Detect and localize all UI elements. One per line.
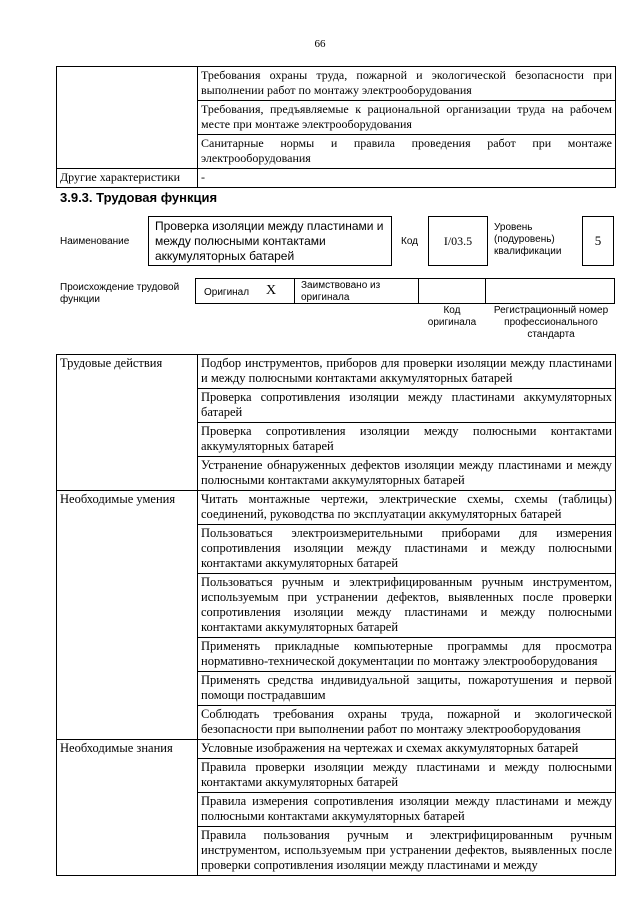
code-label: Код: [401, 236, 419, 247]
table-cell: Устранение обнаруженных дефектов изоляции между пластинами и между полюсными контактами аккумуляторных батарей: [198, 457, 616, 491]
row-label: [57, 67, 198, 169]
reg-number-label: Регистрационный номер профессионального стандарта: [493, 305, 609, 340]
table-cell: Применять прикладные компьютерные программы для просмотра нормативно-технической документации по монтажу электрооборудования: [198, 638, 616, 672]
level-box: [582, 216, 614, 266]
level-label: Уровень (подуровень) квалификации: [494, 222, 562, 257]
original-box: [195, 278, 295, 304]
reg-number-box: [485, 278, 615, 304]
table-cell: Условные изображения на чертежах и схемах аккумуляторных батарей: [198, 740, 616, 759]
name-label: Наименование: [60, 236, 130, 247]
table-cell: Пользоваться электроизмерительными приборами для измерения сопротивления изоляции между пластинами и между полюсными контактами аккумуляторных батарей: [198, 525, 616, 574]
table-cell: Требования охраны труда, пожарной и экологической безопасности при выполнении работ по монтажу электрооборудования: [198, 67, 616, 101]
code-box: [428, 216, 488, 266]
original-label: Оригинал: [204, 287, 250, 298]
top-requirements-table: [56, 66, 616, 188]
table-cell: Проверка сопротивления изоляции между пластинами аккумуляторных батарей: [198, 389, 616, 423]
code-original-label: Код оригинала: [427, 305, 477, 328]
table-cell: Подбор инструментов, приборов для проверки изоляции между пластинами и между полюсными контактами аккумуляторных батарей: [198, 355, 616, 389]
group-label: Трудовые действия: [57, 355, 198, 491]
borrowed-label: Заимствовано из оригинала: [301, 280, 381, 303]
table-cell: Требования, предъявляемые к рациональной организации труда на рабочем месте при монтаже электрооборудования: [198, 101, 616, 135]
function-name-value: Проверка изоляции между пластинами и между полюсными контактами аккумуляторных батарей: [155, 219, 384, 263]
section-title: 3.9.3. Трудовая функция: [60, 190, 218, 205]
original-mark: X: [266, 283, 277, 298]
borrowed-box: [294, 278, 419, 304]
function-name-box: [148, 216, 392, 266]
group-label: Необходимые умения: [57, 491, 198, 740]
table-cell: Проверка сопротивления изоляции между полюсными контактами аккумуляторных батарей: [198, 423, 616, 457]
origin-label: Происхождение трудовой функции: [60, 282, 180, 305]
table-cell: Применять средства индивидуальной защиты, пожаротушения и первой помощи пострадавшим: [198, 672, 616, 706]
table-cell: -: [198, 169, 616, 188]
page-number: 66: [314, 38, 326, 50]
table-cell: Правила измерения сопротивления изоляции между пластинами и между полюсными контактами аккумуляторных батарей: [198, 793, 616, 827]
table-row: [57, 169, 616, 188]
table-row: [57, 491, 616, 525]
level-value: 5: [594, 233, 602, 248]
table-row: [57, 67, 616, 101]
table-cell: Читать монтажные чертежи, электрические схемы, схемы (таблицы) соединений, руководства по эксплуатации аккумуляторных батарей: [198, 491, 616, 525]
group-label: Необходимые знания: [57, 740, 198, 876]
table-cell: Санитарные нормы и правила проведения работ при монтаже электрооборудования: [198, 135, 616, 169]
table-row: [57, 740, 616, 759]
main-function-table: [56, 354, 616, 876]
code-value: I/03.5: [443, 234, 473, 248]
row-label: Другие характеристики: [57, 169, 198, 188]
table-cell: Правила проверки изоляции между пластинами и между полюсными контактами аккумуляторных батарей: [198, 759, 616, 793]
table-row: [57, 355, 616, 389]
table-cell: Правила пользования ручным и электрифицированным ручным инструментом, используемым при устранении дефектов, выявленных после проверки сопротивления изоляции между пластинами и между: [198, 827, 616, 876]
code-original-box: [418, 278, 486, 304]
table-cell: Соблюдать требования охраны труда, пожарной и экологической безопасности при выполнении работ по монтажу электрооборудования: [198, 706, 616, 740]
table-cell: Пользоваться ручным и электрифицированным ручным инструментом, используемым при устранении дефектов, выявленных после проверки сопротивления изоляции между пластинами и между полюсными контактами аккумуляторных батарей: [198, 574, 616, 638]
